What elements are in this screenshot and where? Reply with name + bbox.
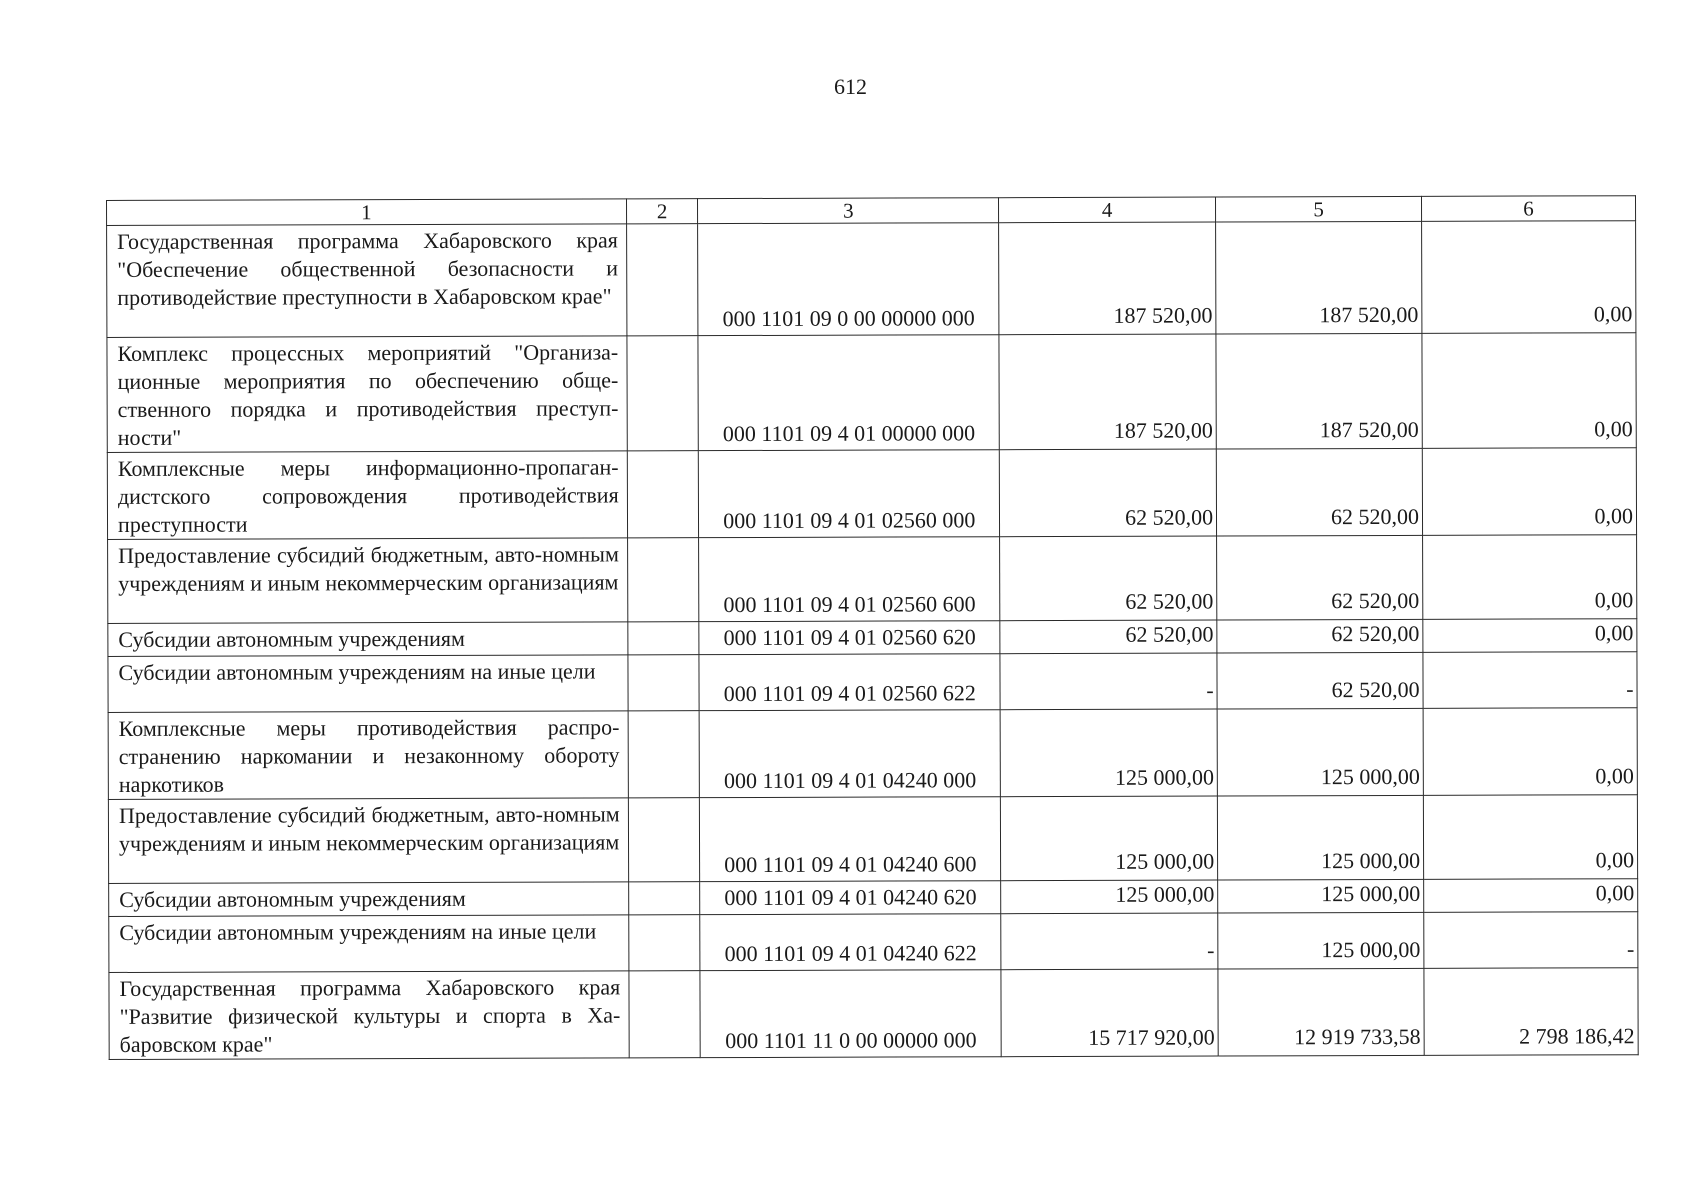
table-row <box>108 708 1637 800</box>
row-col2 <box>626 224 698 336</box>
row-col2 <box>627 538 699 622</box>
row-name: Субсидии автономным учреждениям на иные цели <box>108 655 628 713</box>
row-value-4: - <box>1001 913 1218 970</box>
row-code: 000 1101 09 4 01 02560 600 <box>699 537 1000 622</box>
column-header-1: 1 <box>107 199 627 226</box>
row-code: 000 1101 09 4 01 00000 000 <box>698 335 999 451</box>
row-code: 000 1101 09 4 01 04240 622 <box>700 914 1001 971</box>
row-value-6: 0,00 <box>1424 879 1638 913</box>
row-value-6: - <box>1423 652 1637 709</box>
row-value-6: 0,00 <box>1423 619 1637 653</box>
row-col2 <box>627 336 699 451</box>
table-row <box>107 448 1636 540</box>
row-name: Предоставление субсидий бюджетным, авто-номным учреждениям и иным некоммерческим организациям <box>108 798 628 884</box>
row-value-4: 125 000,00 <box>1001 796 1218 881</box>
table-row <box>109 879 1638 917</box>
row-value-4: 187 520,00 <box>999 334 1216 450</box>
row-name: Государственная программа Хабаровского края "Развитие физической культуры и спорта в Ха-баровском крае" <box>109 971 629 1060</box>
row-value-5: 125 000,00 <box>1218 879 1424 913</box>
row-code: 000 1101 11 0 00 00000 000 <box>700 970 1001 1058</box>
row-value-5: 62 520,00 <box>1216 448 1422 536</box>
row-value-4: 125 000,00 <box>1000 709 1217 797</box>
table-row <box>108 535 1637 624</box>
row-value-5: 62 520,00 <box>1217 535 1423 620</box>
row-value-5: 62 520,00 <box>1217 619 1423 653</box>
row-value-5: 125 000,00 <box>1218 912 1424 969</box>
row-value-6: 0,00 <box>1422 448 1636 536</box>
row-value-5: 187 520,00 <box>1216 333 1422 449</box>
row-col2 <box>627 451 699 538</box>
column-header-6: 6 <box>1421 196 1635 222</box>
row-col2 <box>628 655 700 711</box>
row-col2 <box>628 798 700 882</box>
row-value-4: 62 520,00 <box>1000 536 1217 621</box>
row-value-5: 12 919 733,58 <box>1218 968 1424 1056</box>
row-value-6: 0,00 <box>1422 333 1636 449</box>
row-value-4: 62 520,00 <box>999 449 1216 537</box>
row-code: 000 1101 09 4 01 02560 000 <box>699 450 1000 538</box>
column-header-2: 2 <box>626 199 698 224</box>
row-col2 <box>628 882 700 915</box>
row-value-6: 2 798 186,42 <box>1424 968 1638 1056</box>
row-code: 000 1101 09 0 00 00000 000 <box>698 223 999 336</box>
row-code: 000 1101 09 4 01 02560 620 <box>699 621 1000 655</box>
table-row <box>109 968 1638 1060</box>
row-code: 000 1101 09 4 01 04240 620 <box>700 881 1001 915</box>
column-header-3: 3 <box>698 198 999 224</box>
row-value-4: 15 717 920,00 <box>1001 969 1218 1057</box>
row-code: 000 1101 09 4 01 04240 600 <box>700 797 1001 882</box>
column-header-5: 5 <box>1216 196 1422 222</box>
table-row <box>108 795 1637 884</box>
row-name: Комплекс процессных мероприятий "Организа-ционные мероприятия по обеспечению обще-ственного порядка и противодействия преступ-ности" <box>107 336 627 453</box>
row-value-5: 125 000,00 <box>1217 708 1423 796</box>
table-row <box>108 619 1637 657</box>
row-value-4: 187 520,00 <box>999 222 1216 335</box>
table-row <box>107 221 1636 338</box>
row-col2 <box>628 915 700 971</box>
page-number: 612 <box>834 74 867 99</box>
row-value-5: 125 000,00 <box>1218 795 1424 880</box>
row-col2 <box>628 622 700 655</box>
row-value-4: 125 000,00 <box>1001 880 1218 914</box>
row-value-4: - <box>1000 653 1217 710</box>
row-value-6: - <box>1424 912 1638 969</box>
row-value-6: 0,00 <box>1423 795 1637 880</box>
table-row <box>109 912 1638 973</box>
column-header-4: 4 <box>999 197 1216 223</box>
row-name: Комплексные меры противодействия распро-странению наркомании и незаконному обороту наркотиков <box>108 711 628 800</box>
row-name: Комплексные меры информационно-пропаган-дистского сопровождения противодействия преступности <box>107 451 627 540</box>
row-value-5: 62 520,00 <box>1217 652 1423 709</box>
table-row <box>107 333 1636 453</box>
row-value-5: 187 520,00 <box>1216 221 1422 334</box>
row-value-6: 0,00 <box>1423 535 1637 620</box>
row-col2 <box>628 711 700 798</box>
row-name: Субсидии автономным учреждениям на иные цели <box>109 915 629 973</box>
row-code: 000 1101 09 4 01 04240 000 <box>699 710 1000 798</box>
row-col2 <box>629 971 701 1058</box>
row-value-4: 62 520,00 <box>1000 620 1217 654</box>
row-code: 000 1101 09 4 01 02560 622 <box>699 654 1000 711</box>
report-table <box>106 195 1639 1060</box>
row-name: Государственная программа Хабаровского края "Обеспечение общественной безопасности и противодействие преступности в Хабаровском крае" <box>107 224 627 338</box>
row-name: Субсидии автономным учреждениям <box>108 622 628 657</box>
row-name: Субсидии автономным учреждениям <box>109 882 629 917</box>
row-value-6: 0,00 <box>1422 221 1636 334</box>
table-row <box>108 652 1637 713</box>
row-value-6: 0,00 <box>1423 708 1637 796</box>
row-name: Предоставление субсидий бюджетным, авто-номным учреждениям и иным некоммерческим организациям <box>108 538 628 624</box>
